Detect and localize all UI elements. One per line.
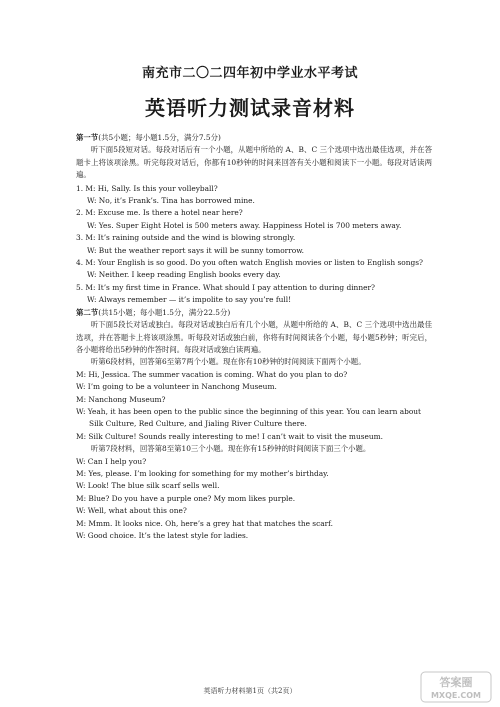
document-body — [76, 132, 432, 542]
dialogue-line: W: Look! The blue silk scarf sells well. — [76, 481, 220, 491]
exam-title: 南充市二〇二四年初中学业水平考试 — [141, 66, 358, 81]
page-footer: 英语听力材料第1页（共2页） — [203, 687, 297, 695]
section2-heading — [76, 307, 432, 319]
dialogue-line: M: Mmm. It looks nice. Oh, here’s a grey hat that matches the scarf. — [76, 518, 333, 528]
dialogue-line: W: Can I help you? — [76, 456, 147, 466]
dialogue-line: M: Hi, Jessica. The summer vacation is coming. What do you plan to do? — [76, 369, 348, 379]
dialogue-line: 1. M: Hi, Sally. Is this your volleyball? — [76, 183, 218, 193]
dialogue-line: M: Nanchong Museum? — [76, 394, 166, 404]
section2-heading-note: (共15小题；每小题1.5分，满分22.5分) — [98, 307, 231, 317]
dialogue-line: M: Blue? Do you have a purple one? My mom likes purple. — [76, 493, 296, 503]
section2-heading-label: 第二节 — [76, 307, 99, 317]
dialogue-line: 2. M: Excuse me. Is there a hotel near here? — [76, 208, 243, 218]
dialogue-line: W: Neither. I keep reading English books every day. — [87, 270, 281, 280]
dialogue-line: M: Yes, please. I’m looking for something for my mother’s birthday. — [76, 468, 329, 478]
watermark-text-bottom: MXQE.COM — [430, 691, 482, 700]
passage7-intro: 听第7段材料，回答第8至第10三个小题。现在你有15秒钟的时间阅读下面三个小题。 — [90, 444, 371, 454]
dialogue-line: W: I’m going to be a volunteer in Nanchong Museum. — [76, 382, 277, 392]
section1-heading-label: 第一节 — [76, 133, 99, 142]
document-title: 英语听力测试录音材料 — [145, 96, 355, 120]
dialogue-line: W: Always remember — it’s impolite to say you’re full! — [87, 295, 292, 305]
answer-site-logo-icon — [420, 671, 492, 703]
dialogue-line: 5. M: It’s my first time in France. What should I pay attention to during dinner? — [76, 282, 375, 292]
dialogue-line: W: But the weather report says it will be sunny tomorrow. — [87, 245, 304, 255]
dialogue-line: W: Well, what about this one? — [76, 506, 187, 516]
section2-instructions: 听下面5段长对话或独白。每段对话或独白后有几个小题，从题中所给的 A、B、C 三个选项中选出最佳选项，并在答题卡上将该项涂黑。听每段对话或独白前，你将有时间阅读各个小题，每小题5秒钟；听完后，各小题将给出5秒钟的作答时间。每段对话或独白读两遍。 — [76, 320, 432, 354]
dialogue-line: W: No, it’s Frank’s. Tina has borrowed mine. — [87, 196, 255, 206]
passage6-intro: 听第6段材料，回答第6至第7两个小题。现在你有10秒钟的时间阅读下面两个小题。 — [90, 357, 366, 367]
watermark-text-top: 答案圈 — [439, 676, 473, 689]
section1-instructions: 听下面5段短对话。每段对话后有一个小题，从题中所给的 A、B、C 三个选项中选出最佳选项，并在答题卡上将该项涂黑。听完每段对话后，你都有10秒钟的时间来回答有关小题和阅读下一小题。每段对话读两遍。 — [76, 145, 432, 180]
dialogue-line: W: Yes. Super Eight Hotel is 500 meters away. Happiness Hotel is 700 meters away. — [87, 220, 402, 230]
dialogue-line: M: Silk Culture! Sounds really interesting to me! I can’t wait to visit the museum. — [76, 431, 383, 441]
dialogue-line: W: Good choice. It’s the latest style for ladies. — [76, 531, 249, 540]
section1-heading-note: (共5小题；每小题1.5分，满分7.5分) — [98, 133, 221, 142]
dialogue-line: 4. M: Your English is so good. Do you often watch English movies or listen to English songs? — [76, 258, 423, 268]
section1-heading — [76, 132, 432, 144]
dialogue-line: W: Yeah, it has been open to the public since the beginning of this year. You can learn about Silk Culture, Red Culture, and Jialing River Culture there. — [76, 406, 422, 429]
dialogue-line: 3. M: It’s raining outside and the wind is blowing strongly. — [76, 233, 296, 243]
